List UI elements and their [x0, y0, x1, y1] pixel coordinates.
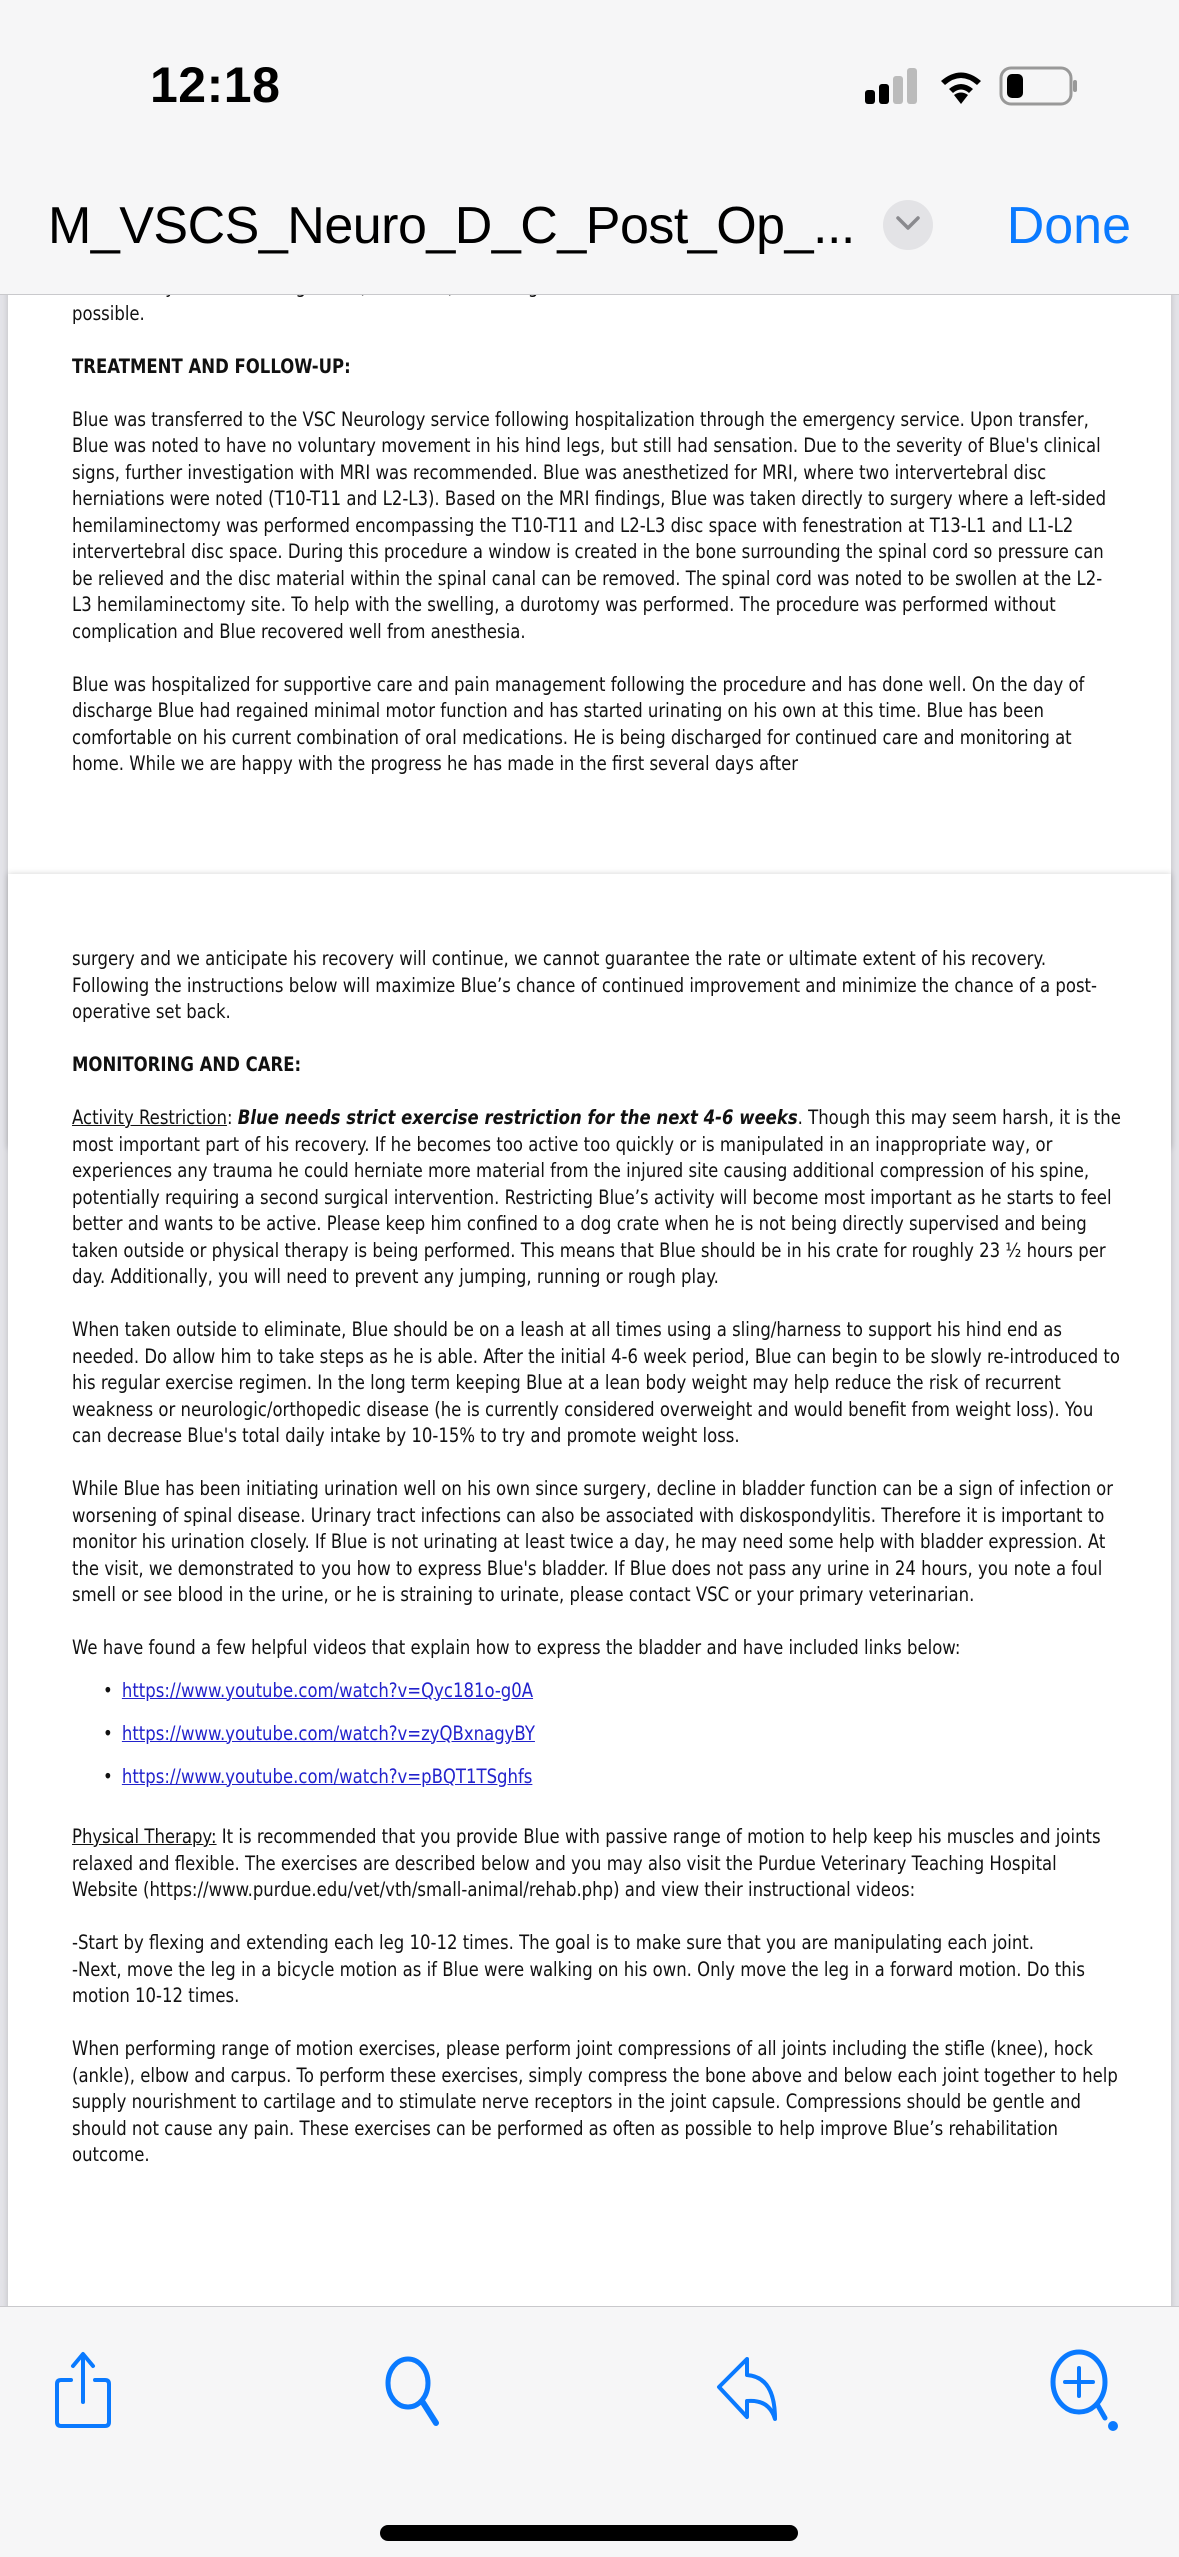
treatment-heading: TREATMENT AND FOLLOW-UP:	[72, 354, 351, 378]
treatment-paragraph-1: Blue was transferred to the VSC Neurology service following hospitalization through the emergency service. Upon transfer, Blue was noted to have no voluntary movement in his hind legs, but still had sensation. Due to the severity of Blue's clinical signs, further investigation with MRI was recommended. Blue was anesthetized for MRI, where two intervertebral disc herniations were noted (T10-T11 and L2-L3). Based on the MRI findings, Blue was taken directly to surgery where a left-sided hemilaminectomy was performed encompassing the T10-T11 and L2-L3 disc space with fenestration at T13-L1 and L1-L2 intervertebral disc space. During this procedure a window is created in the bone surrounding the spinal cord so pressure can be relieved and the disc material within the spinal canal can be removed. The spinal cord was noted to be swollen at the L2-L3 hemilaminectomy site. To help with the swelling, a durotomy was performed. The procedure was performed without complication and Blue recovered well from anesthesia.	[72, 407, 1107, 643]
cellular-signal-icon	[863, 66, 923, 110]
continuation-paragraph: surgery and we anticipate his recovery will continue, we cannot guarantee the rate or ultimate extent of his recovery. Following the instructions below will maximize Blue’s chance of continued improvement and minimize the chance of a post-operative set back.	[72, 947, 1097, 1023]
battery-icon	[999, 66, 1079, 110]
search-icon	[380, 2353, 450, 2431]
status-icons	[863, 66, 1079, 110]
activity-emphasis: Blue needs strict exercise restriction for the next 4-6 weeks	[237, 1106, 798, 1129]
activity-label: Activity Restriction	[72, 1106, 227, 1129]
video-links-list	[72, 1678, 1121, 1791]
treatment-paragraph-2: Blue was hospitalized for supportive care and pain management following the procedure and has done well. On the day of discharge Blue had regained minimal motor function and has started urinating on his own at this time. Blue has been comfortable on his current combination of oral medications. He is being discharged for continued care and monitoring at home. While we are happy with the progress he has made in the first several days after	[72, 672, 1085, 775]
markup-zoom-button[interactable]	[1040, 2347, 1130, 2437]
search-button[interactable]	[370, 2347, 460, 2437]
video-link-3[interactable]: https://www.youtube.com/watch?v=pBQT1TSghfs	[121, 1764, 533, 1788]
list-item	[122, 1764, 1121, 1791]
pt-step-1: -Start by flexing and extending each leg 10-12 times. The goal is to make sure that you are manipulating each joint.	[72, 1931, 1035, 1954]
page-1-content	[72, 274, 1121, 804]
chevron-down-icon	[895, 214, 921, 236]
physical-therapy-paragraph	[72, 1824, 1121, 1904]
markup-zoom-icon	[1045, 2348, 1125, 2436]
video-link-2[interactable]: https://www.youtube.com/watch?v=zyQBxnagyBY	[121, 1721, 535, 1745]
compression-paragraph: When performing range of motion exercises, please perform joint compressions of all joints including the stifle (knee), hock (ankle), elbow and carpus. To perform these exercises, simply compress the bone above and below each joint together to help supply nourishment to cartilage and to stimulate nerve receptors in the joint capsule. Compressions should be gentle and should not cause any pain. These exercises can be performed as often as possible to help improve Blue’s rehabilitation outcome.	[72, 2037, 1118, 2166]
done-button[interactable]: Done	[1006, 197, 1131, 255]
pdf-viewer[interactable]	[0, 294, 1179, 2306]
page-2-content	[72, 946, 1121, 2195]
share-icon	[51, 2350, 115, 2434]
physical-therapy-label: Physical Therapy:	[72, 1825, 217, 1848]
share-button[interactable]	[38, 2347, 128, 2437]
title-menu-button[interactable]	[883, 200, 933, 250]
monitoring-heading: MONITORING AND CARE:	[72, 1053, 302, 1076]
pdf-page-2	[8, 874, 1171, 2374]
physical-therapy-text: It is recommended that you provide Blue with passive range of motion to help keep his muscles and joints relaxed and flexible. The exercises are described below and you may also visit the Purdue Veterinary Teaching Hospital Website (https://www.purdue.edu/vet/vth/small-animal/rehab.php) and view their instructional videos:	[72, 1825, 1101, 1901]
video-link-1[interactable]: https://www.youtube.com/watch?v=Qyc181o-g0A	[121, 1678, 534, 1702]
pt-step-2: -Next, move the leg in a bicycle motion as if Blue were walking on his own. Only move the leg in a forward motion. Do this motion 10-12 times.	[72, 1957, 1085, 2007]
list-item	[122, 1678, 1121, 1705]
urination-paragraph: While Blue has been initiating urination well on his own since surgery, decline in bladder function can be a sign of infection or worsening of spinal disease. Urinary tract infections can also be associated with diskospondylitis. Therefore it is important to monitor his urination closely. If Blue is not urinating at least twice a day, he may need some help with bladder expression. At the visit, we demonstrated to you how to express Blue's bladder. If Blue does not pass any urine in 24 hours, you note a foul smell or see blood in the urine, or he is straining to urinate, please contact VSC or your primary veterinarian.	[72, 1477, 1114, 1606]
videos-intro: We have found a few helpful videos that explain how to express the bladder and have included links below:	[72, 1636, 961, 1659]
clipped-line-end: possible.	[72, 301, 145, 325]
bottom-toolbar	[0, 2306, 1179, 2557]
document-title[interactable]: M_VSCS_Neuro_D_C_Post_Op_...	[48, 197, 855, 255]
home-indicator[interactable]	[380, 2525, 798, 2541]
activity-text: . Though this may seem harsh, it is the most important part of his recovery. If he becomes too active too quickly or is manipulated in an inappropriate way, or experiences any trauma he could herniate more material from the injured site causing additional compression of his spine, potentially requiring a second surgical intervention. Restricting Blue’s activity will become most important as he starts to feel better and wants to be active. Please keep him confined to a dog crate when he is not being directly supervised and being taken outside or physical therapy is being performed. This means that Blue should be in his crate for roughly 23 ½ hours per day. Additionally, you will need to prevent any jumping, running or rough play.	[72, 1106, 1121, 1288]
reply-icon	[711, 2355, 787, 2429]
eliminate-paragraph: When taken outside to eliminate, Blue should be on a leash at all times using a sling/harness to support his hind end as needed. Do allow him to take steps as he is able. After the initial 4-6 week period, Blue can begin to be slowly re-introduced to his regular exercise regimen. In the long term keeping Blue at a lean body weight may help reduce the risk of recurrent weakness or neurologic/orthopedic disease (he is currently considered overweight and would benefit from weight loss). You can decrease Blue's total daily intake by 10-15% to try and promote weight loss.	[72, 1318, 1120, 1447]
activity-paragraph: Activity Restriction: Blue needs strict exercise restriction for the next 4-6 weeks. Though this may seem harsh, it is the most important part of his recovery. If he becomes too active too quickly or is manipulated in an inappropriate way, or experiences any trauma he could herniate more material from the injured site causing additional compression of his spine, potentially requiring a second surgical intervention. Restricting Blue’s activity will become most important as he starts to feel better and wants to be active. Please keep him confined to a dog crate when he is not being directly supervised and being taken outside or physical therapy is being performed. This means that Blue should be in his crate for roughly 23 ½ hours per day. Additionally, you will need to prevent any jumping, running or rough play.	[72, 1106, 1121, 1288]
nav-bar	[0, 150, 1179, 295]
list-item	[122, 1721, 1121, 1748]
wifi-icon	[937, 66, 985, 110]
status-bar	[0, 0, 1179, 150]
status-time: 12:18	[150, 57, 281, 113]
reply-button[interactable]	[704, 2347, 794, 2437]
